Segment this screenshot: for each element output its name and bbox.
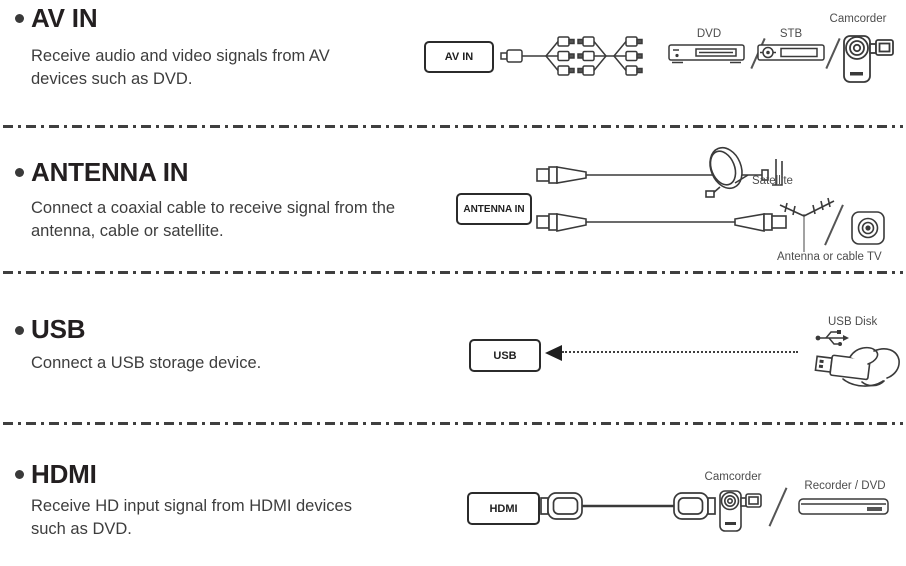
port-box-hdmi: HDMI [467, 492, 540, 525]
device-label-stb: STB [779, 28, 803, 40]
device-label-camcorder: Camcorder [704, 471, 762, 483]
device-label-usb-disk: USB Disk [828, 316, 878, 328]
port-box-usb: USB [469, 339, 541, 372]
camcorder-icon [718, 484, 766, 534]
section-title: AV IN [31, 3, 98, 33]
slash-separator [769, 487, 788, 526]
section-description: Receive HD input signal from HDMI devices such as DVD. [31, 497, 352, 538]
recorder-icon [797, 495, 891, 521]
port-box-av-in: AV IN [424, 41, 494, 73]
bullet-icon [15, 470, 24, 479]
device-label-satellite: Satellite [752, 175, 793, 187]
section-description: Connect a coaxial cable to receive signal from the antenna, cable or satellite. [31, 199, 396, 240]
device-label-dvd: DVD [696, 28, 722, 40]
section-title: USB [31, 314, 86, 344]
section-description: Receive audio and video signals from AV devices such as DVD. [31, 47, 330, 88]
port-box-antenna-in: ANTENNA IN [456, 193, 532, 225]
section-title: ANTENNA IN [31, 157, 189, 187]
device-label-camcorder: Camcorder [829, 13, 887, 25]
section-description: Connect a USB storage device. [31, 354, 262, 372]
device-label-antenna-or-cable-tv: Antenna or cable TV [777, 251, 882, 263]
device-label-recorder-dvd: Recorder / DVD [804, 480, 886, 492]
hdmi-cable-icon [540, 489, 716, 523]
section-title: HDMI [31, 459, 97, 489]
